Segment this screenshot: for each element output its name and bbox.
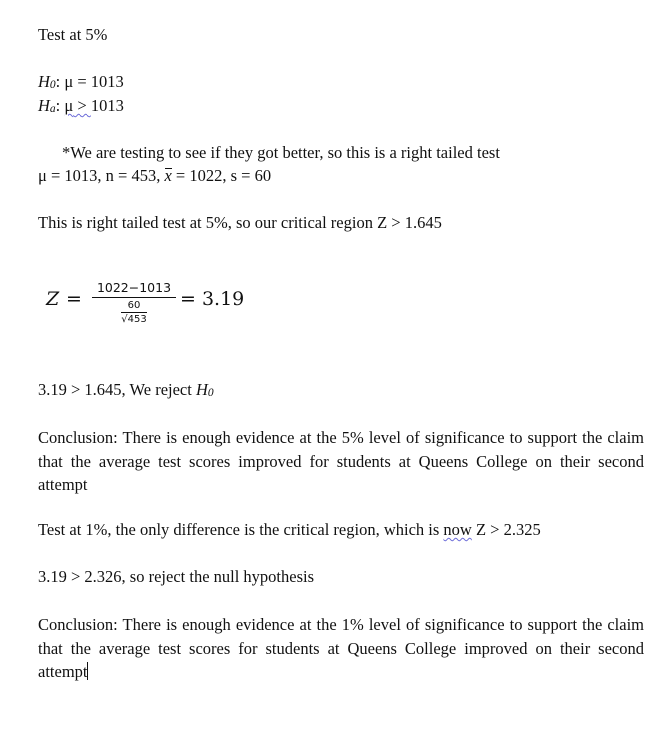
eq-result: = 3.19 bbox=[180, 288, 245, 310]
eq-numerator: 1022−1013 bbox=[92, 280, 176, 298]
null-hypothesis: H0: μ = 1013 bbox=[38, 72, 124, 91]
comparison-1: 3.19 > 2.326, so reject the null hypothesis bbox=[38, 567, 315, 586]
eq-z: Z bbox=[46, 288, 60, 310]
text-cursor[interactable] bbox=[87, 662, 88, 680]
eq-equals: = bbox=[66, 288, 82, 310]
critical-region-5: This is right tailed test at 5%, so our critical region Z > 1.645 bbox=[38, 213, 442, 232]
conclusion-5: Conclusion: There is enough evidence at the 5% level of significance to support the claim that the average test scores improved for students at Queens College on their second attempt bbox=[38, 428, 644, 494]
eq-den-numerator: 60 bbox=[121, 300, 146, 313]
comparison-5: 3.19 > 1.645, We reject H0 bbox=[38, 380, 214, 399]
eq-den-denominator: √453 bbox=[121, 314, 147, 325]
spellcheck-now: now bbox=[443, 520, 472, 539]
test-direction-note: *We are testing to see if they got better, so this is a right tailed test bbox=[62, 143, 500, 162]
heading-test-5: Test at 5% bbox=[38, 25, 108, 44]
critical-region-1: Test at 1%, the only difference is the critical region, which is now Z > 2.325 bbox=[38, 520, 541, 539]
eq-fraction bbox=[92, 280, 176, 326]
x-bar-symbol: x bbox=[164, 166, 172, 185]
conclusion-1: Conclusion: There is enough evidence at the 1% level of significance to support the claim that the average test scores for students at Queens College improved on their second attempt bbox=[38, 615, 644, 681]
alternative-hypothesis: Ha: μ > 1013 bbox=[38, 96, 124, 115]
given-values: μ = 1013, n = 453, x = 1022, s = 60 bbox=[38, 166, 272, 185]
spellcheck-mu: μ bbox=[64, 96, 74, 115]
